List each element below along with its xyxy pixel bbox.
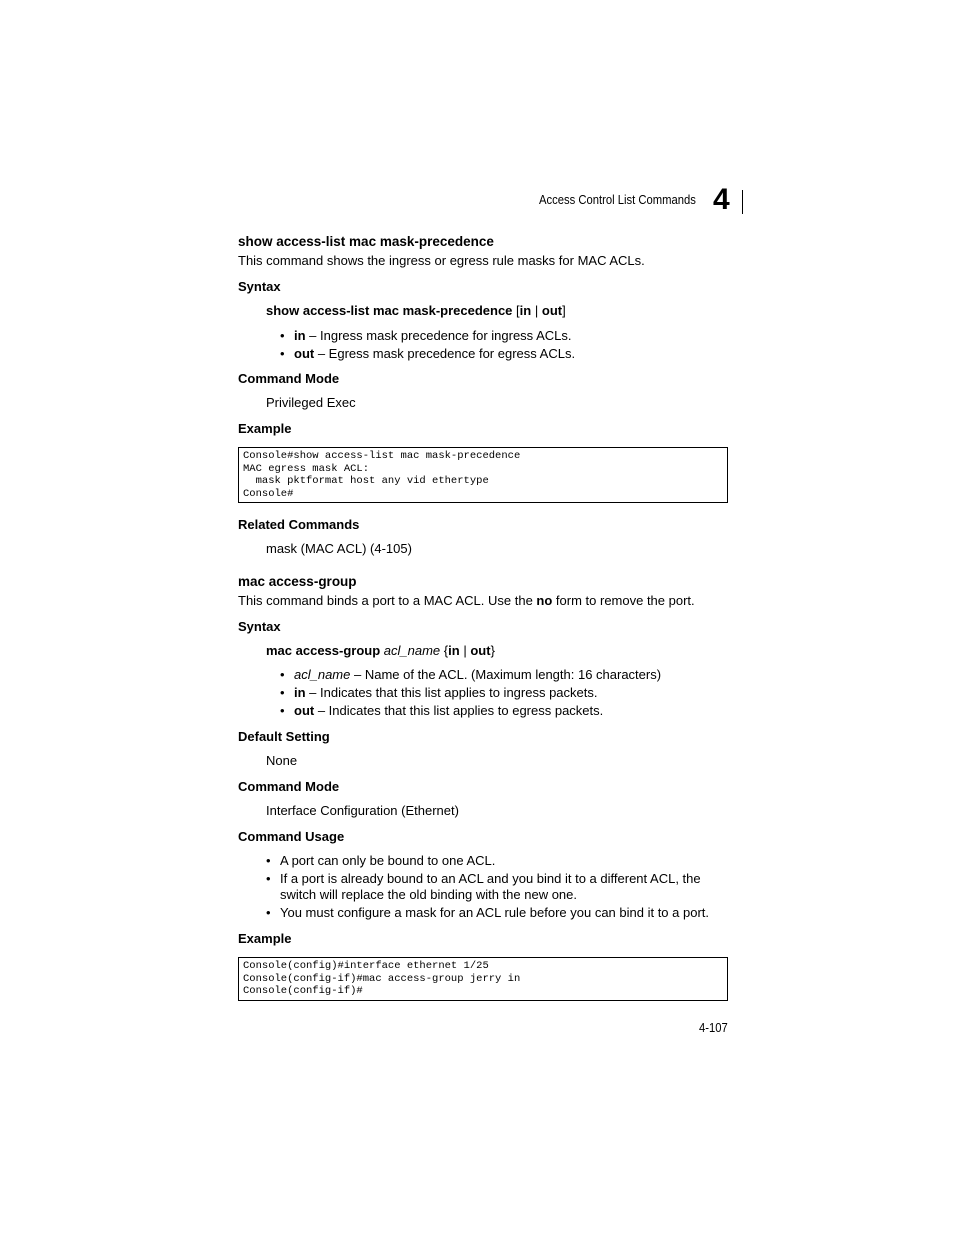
section-title: show access-list mac mask-precedence (238, 234, 494, 249)
syntax-separator: | (534, 303, 539, 318)
running-header: Access Control List Commands (539, 193, 696, 207)
syntax-line (266, 303, 566, 318)
code-line: mask pktformat host any vid ethertype (243, 475, 489, 487)
example-code-block (238, 957, 728, 1001)
param-item: • in – Indicates that this list applies to ingress packets. (280, 685, 598, 700)
code-line: Console#show access-list mac mask-precedence (243, 450, 521, 462)
syntax-bracket-close: ] (562, 303, 566, 318)
param-item: • acl_name – Name of the ACL. (Maximum length: 16 characters) (280, 667, 662, 682)
syntax-bracket-open: [ (516, 303, 520, 318)
chapter-divider (742, 190, 743, 214)
command-mode-value: Privileged Exec (266, 395, 356, 410)
code-line: Console(config-if)# (243, 985, 363, 997)
syntax-param-out: out (541, 303, 563, 318)
command-usage-heading: Command Usage (238, 829, 345, 844)
param-item: • in – Ingress mask precedence for ingress ACLs. (280, 328, 572, 343)
bullet-icon: • (266, 905, 271, 920)
bullet-icon: • (280, 328, 285, 343)
usage-item-continued: switch will replace the old binding with the new one. (280, 887, 578, 902)
command-mode-heading: Command Mode (238, 371, 340, 386)
command-mode-heading: Command Mode (238, 779, 340, 794)
param-item: • out – Indicates that this list applies to egress packets. (280, 703, 604, 718)
syntax-separator: | (463, 643, 467, 658)
syntax-heading: Syntax (238, 279, 281, 294)
page-number: 4-107 (699, 1021, 728, 1035)
syntax-brace-close: } (490, 643, 495, 658)
code-line: Console# (243, 487, 294, 500)
bullet-icon: • (280, 703, 285, 718)
bullet-icon: • (280, 667, 285, 682)
example-heading: Example (238, 421, 292, 436)
syntax-line (266, 643, 495, 658)
param-item: • out – Egress mask precedence for egress ACLs. (280, 346, 576, 361)
syntax-param-in: in (448, 643, 460, 658)
syntax-argument: acl_name (383, 643, 441, 658)
section-description: This command shows the ingress or egress rule masks for MAC ACLs. (238, 253, 645, 268)
syntax-param-in: in (519, 303, 532, 318)
code-line: Console(config-if)#mac access-group jerry in (243, 972, 521, 985)
related-commands-heading: Related Commands (238, 517, 360, 532)
usage-item: • You must configure a mask for an ACL rule before you can bind it to a port. (266, 905, 710, 920)
syntax-heading: Syntax (238, 619, 281, 634)
syntax-param-out: out (470, 643, 491, 658)
example-code-block (238, 447, 728, 503)
syntax-brace-open: { (443, 643, 449, 658)
code-line: MAC egress mask ACL: (243, 462, 370, 475)
bullet-icon: • (280, 685, 285, 700)
bullet-icon: • (280, 346, 285, 361)
chapter-number: 4 (713, 183, 730, 216)
example-heading: Example (238, 931, 292, 946)
default-setting-heading: Default Setting (238, 729, 330, 744)
section-title: mac access-group (238, 574, 357, 589)
command-mode-value: Interface Configuration (Ethernet) (266, 803, 459, 818)
usage-item: • If a port is already bound to an ACL and you bind it to a different ACL, the (266, 871, 701, 886)
syntax-command: show access-list mac mask-precedence (266, 303, 513, 318)
related-command-link[interactable]: mask (MAC ACL) (4-105) (266, 541, 412, 556)
bullet-icon: • (266, 853, 271, 868)
bullet-icon: • (266, 871, 271, 886)
code-line: Console(config)#interface ethernet 1/25 (243, 960, 489, 972)
syntax-command: mac access-group (266, 643, 381, 658)
usage-item: • A port can only be bound to one ACL. (266, 853, 496, 868)
section-description: This command binds a port to a MAC ACL. Use the no form to remove the port. (238, 593, 695, 608)
default-setting-value: None (266, 753, 298, 768)
